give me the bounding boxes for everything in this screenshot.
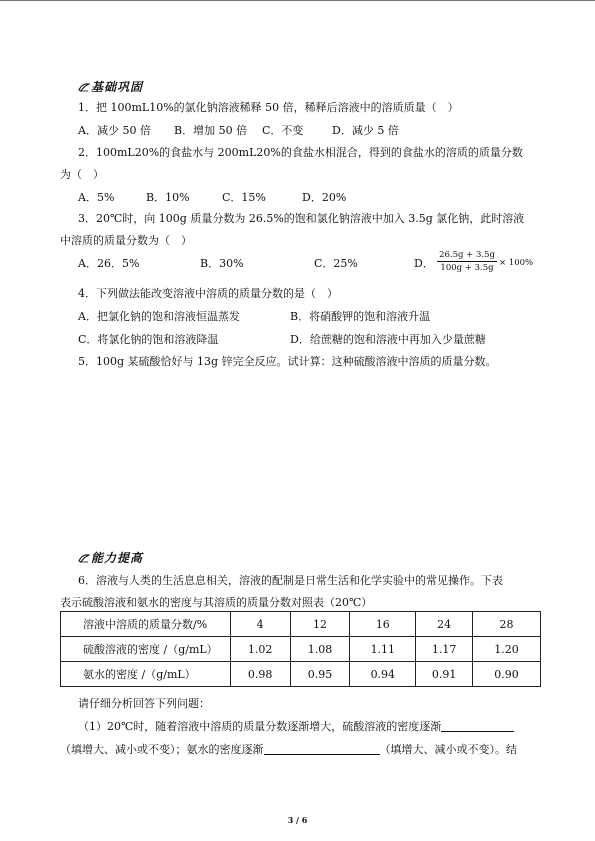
q3-option-d: D． xyxy=(414,257,434,270)
table-row-header: 溶液中溶质的质量分数/% xyxy=(61,612,231,637)
table-cell: 1.17 xyxy=(416,637,473,662)
formula-percent: × 100% xyxy=(499,258,534,268)
fraction-bar xyxy=(437,261,497,262)
formula-numerator: 26.5g + 3.5g xyxy=(439,250,495,260)
formula-denominator: 100g + 3.5g xyxy=(440,263,494,273)
q2-option-d: D．20% xyxy=(302,191,347,204)
table-row xyxy=(61,612,541,637)
q4-option-a: A．把氯化钠的饱和溶液恒温蒸发 xyxy=(78,310,240,323)
q3-option-a: A．26．5% xyxy=(78,257,140,270)
q4-option-b: B．将硝酸钾的饱和溶液升温 xyxy=(290,310,431,323)
q4-option-d: D．给蔗糖的饱和溶液中再加入少量蔗糖 xyxy=(290,333,486,346)
table-cell: 16 xyxy=(350,612,416,637)
q1-option-a: A．减少 50 倍 xyxy=(78,124,151,137)
table-cell: 12 xyxy=(290,612,350,637)
section-heading-basic: 基础巩固 xyxy=(78,78,143,95)
table-cell: 0.91 xyxy=(416,662,473,687)
q4-option-c: C．将氯化钠的饱和溶液降温 xyxy=(78,333,219,346)
table-cell: 0.90 xyxy=(473,662,541,687)
question-4-text: 4．下列做法能改变溶液中溶质的质量分数的是（ ） xyxy=(78,287,338,300)
q3-option-b: B．30% xyxy=(200,257,244,270)
q2-option-b: B．10% xyxy=(146,191,190,204)
question-2-text: 2．100mL20%的食盐水与 200mL20%的食盐水相混合，得到的食盐水的溶质的质量分数 xyxy=(78,146,523,159)
table-cell: 24 xyxy=(416,612,473,637)
question-3-text: 3．20℃时，向 100g 质量分数为 26.5%的饱和氯化钠溶液中加入 3.5g 氯化钠，此时溶液 xyxy=(78,212,525,225)
table-cell: 28 xyxy=(473,612,541,637)
pen-icon xyxy=(78,553,90,563)
q2-option-c: C．15% xyxy=(222,191,266,204)
question-3-text-cont: 中溶质的质量分数为（ ） xyxy=(60,234,192,247)
table-cell: 1.20 xyxy=(473,637,541,662)
answer-blank[interactable] xyxy=(264,743,380,755)
density-table xyxy=(60,611,541,687)
q1-option-b: B．增加 50 倍 xyxy=(174,124,248,137)
question-1-text: 1．把 100mL10%的氯化钠溶液稀释 50 倍，稀释后溶液中的溶质质量（ ） xyxy=(78,101,459,114)
table-row-header: 硫酸溶液的密度 /（g/mL） xyxy=(61,637,231,662)
analysis-part-1: （1）20℃时，随着溶液中溶质的质量分数逐渐增大，硫酸溶液的密度逐渐 xyxy=(78,720,514,733)
table-cell: 0.94 xyxy=(350,662,416,687)
answer-blank[interactable] xyxy=(441,720,514,732)
table-cell: 0.95 xyxy=(290,662,350,687)
table-cell: 1.02 xyxy=(230,637,290,662)
table-row xyxy=(61,637,541,662)
top-rule xyxy=(0,0,595,1)
question-2-text-cont: 为（ ） xyxy=(60,168,104,181)
q1-option-d: D．减少 5 倍 xyxy=(332,124,399,137)
question-6-text-cont: 表示硫酸溶液和氨水的密度与其溶质的质量分数对照表（20℃） xyxy=(60,596,373,609)
table-cell: 1.08 xyxy=(290,637,350,662)
q3-formula-fraction xyxy=(437,250,497,273)
analysis-intro: 请仔细分析回答下列问题： xyxy=(78,697,210,710)
q3-option-c: C．25% xyxy=(314,257,358,270)
q1-option-c: C．不变 xyxy=(262,124,304,137)
table-cell: 0.98 xyxy=(230,662,290,687)
table-cell: 1.11 xyxy=(350,637,416,662)
analysis-part-1-cont: （填增大、减小或不变）；氨水的密度逐渐 （填增大、减小或不变）。结 xyxy=(60,743,517,756)
table-row xyxy=(61,662,541,687)
table-row-header: 氨水的密度 /（g/mL） xyxy=(61,662,231,687)
question-6-text: 6．溶液与人类的生活息息相关，溶液的配制是日常生活和化学实验中的常见操作。下表 xyxy=(78,574,503,587)
pen-icon xyxy=(78,82,90,92)
table-cell: 4 xyxy=(230,612,290,637)
page-number: 3 / 6 xyxy=(287,815,308,825)
section-heading-advanced: 能力提高 xyxy=(78,549,143,566)
question-5-text: 5．100g 某硫酸恰好与 13g 锌完全反应。试计算：这种硫酸溶液中溶质的质量分数。 xyxy=(78,355,497,368)
q2-option-a: A．5% xyxy=(78,191,115,204)
